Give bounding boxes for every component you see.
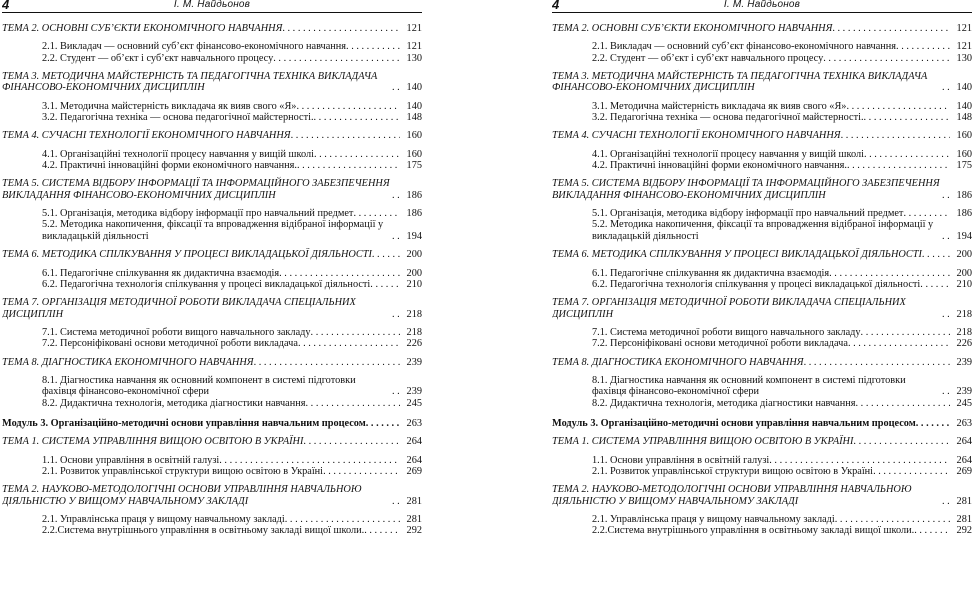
- dot-leader: [864, 112, 950, 123]
- dot-leader: [914, 525, 950, 536]
- toc-entry-title: 7.1. Система методичної роботи вищого навчального закладу: [592, 326, 861, 338]
- toc-entry-sub: [2, 160, 422, 171]
- toc-page-number: 121: [956, 41, 972, 53]
- toc-page-number: 200: [956, 267, 972, 279]
- toc-entry-topic: [552, 436, 972, 447]
- toc-entry-title: 2.2.Система внутрішнього управління в освітньому закладі вищої школи.: [592, 525, 915, 537]
- toc-entry-title: 8.2. Дидактична технологія, методика діагностики навчання: [592, 397, 856, 409]
- toc-page-number: 194: [956, 230, 972, 242]
- toc-page-number: 218: [956, 326, 972, 338]
- toc-page-number: 148: [956, 112, 972, 124]
- toc-entry-title: 3.2. Педагогічна техніка — основа педагогічної майстерності.: [42, 112, 314, 124]
- page-number: 4: [552, 0, 560, 12]
- toc-entry-title: ТЕМА 6. МЕТОДИКА СПІЛКУВАННЯ У ПРОЦЕСІ ВИКЛАДАЦЬКОЇ ДІЯЛЬНОСТІ: [552, 249, 922, 261]
- toc-entry-title: 1.1. Основи управління в освітній галузі: [42, 454, 220, 466]
- toc-entry-title: ТЕМА 3. МЕТОДИЧНА МАЙСТЕРНІСТЬ ТА ПЕДАГОГІЧНА ТЕХНІКА ВИКЛАДАЧА ФІНАНСОВО-ЕКОНОМІЧНИХ ДИСЦИПЛІН: [552, 71, 928, 94]
- dot-leader: [346, 41, 400, 52]
- toc-page-number: 175: [406, 160, 422, 172]
- toc-entry-sub: [552, 455, 972, 466]
- toc-page-number: 210: [406, 278, 422, 290]
- toc-entry-sub: [2, 112, 422, 123]
- toc-page-number: 160: [956, 148, 972, 160]
- toc-entry-sub: [2, 525, 422, 536]
- dot-leader: [903, 208, 950, 219]
- toc-entry-sub: [2, 268, 422, 279]
- dot-leader: [922, 249, 950, 260]
- dot-leader: [364, 525, 400, 536]
- dot-leader: [296, 101, 400, 112]
- toc-entry-title: ТЕМА 2. ОСНОВНІ СУБ’ЄКТИ ЕКОНОМІЧНОГО НАВЧАННЯ: [552, 23, 833, 34]
- toc-entry-title: 2.1. Розвиток управлінської структури вищою освітою в Україні: [592, 465, 874, 477]
- toc-entry-sub: [2, 208, 422, 219]
- running-header-author: І. М. Найдьонов: [173, 0, 251, 10]
- toc-entry-title: ТЕМА 6. МЕТОДИКА СПІЛКУВАННЯ У ПРОЦЕСІ ВИКЛАДАЦЬКОЇ ДІЯЛЬНОСТІ: [2, 249, 372, 261]
- dot-leader: [366, 418, 400, 429]
- dot-leader: [835, 514, 950, 525]
- toc-entry-title: ТЕМА 1. СИСТЕМА УПРАВЛІННЯ ВИЩОЮ ОСВІТОЮ В УКРАЇНІ: [552, 436, 854, 448]
- dot-leader: [853, 436, 950, 447]
- toc-page-number: 269: [406, 465, 422, 477]
- toc-entry-title: 2.1. Управлінська праця у вищому навчальному закладі: [42, 514, 285, 525]
- toc-entry-title: 5.1. Організація, методика відбору інформації про навчальний предмет: [42, 208, 354, 220]
- toc-entry-sub: [2, 398, 422, 409]
- dot-leader: [392, 231, 400, 242]
- toc-entry-title: ТЕМА 5. СИСТЕМА ВІДБОРУ ІНФОРМАЦІЇ ТА ІНФОРМАЦІЙНОГО ЗАБЕЗПЕЧЕННЯ ВИКЛАДАННЯ ФІНАНСОВО-ЕКОНОМІЧНИХ ДИСЦИПЛІН: [2, 178, 390, 201]
- toc-page-number: 269: [956, 465, 972, 477]
- page-number: 4: [2, 0, 10, 12]
- toc-entry-title: Модуль 3. Організаційно-методичні основи управління навчальним процесом: [552, 417, 916, 429]
- toc-entry-topic: [2, 178, 422, 201]
- toc-entry-title: 2.2.Система внутрішнього управління в освітньому закладі вищої школи.: [42, 525, 365, 537]
- toc-entry-sub: [552, 279, 972, 290]
- toc-entry-title: ТЕМА 2. НАУКОВО-МЕТОДОЛОГІЧНІ ОСНОВИ УПРАВЛІННЯ НАВЧАЛЬНОЮ ДІЯЛЬНІСТЮ У ВИЩОМУ НАВЧАЛЬНОМУ ЗАКЛАДІ: [552, 484, 912, 507]
- toc-entry-title: ТЕМА 3. МЕТОДИЧНА МАЙСТЕРНІСТЬ ТА ПЕДАГОГІЧНА ТЕХНІКА ВИКЛАДАЧА ФІНАНСОВО-ЕКОНОМІЧНИХ ДИСЦИПЛІН: [2, 71, 378, 94]
- toc-entry-title: ТЕМА 8. ДІАГНОСТИКА ЕКОНОМІЧНОГО НАВЧАННЯ: [2, 356, 254, 368]
- toc-entry-topic: [552, 130, 972, 141]
- toc-entry-title: Модуль 3. Організаційно-методичні основи управління навчальним процесом: [2, 417, 366, 429]
- toc-page-number: 121: [956, 23, 972, 34]
- toc-entry-sub: [552, 208, 972, 219]
- dot-leader: [298, 338, 400, 349]
- toc-entry-topic: [2, 130, 422, 141]
- toc-entry-title: 2.2. Студент — об’єкт і суб’єкт навчального процесу: [42, 52, 274, 64]
- dot-leader: [291, 130, 400, 141]
- dot-leader: [847, 160, 950, 171]
- toc-entry-topic: [2, 436, 422, 447]
- toc-page-number: 200: [406, 249, 422, 261]
- toc-page-number: 263: [406, 417, 422, 429]
- toc-page-number: 210: [956, 278, 972, 290]
- toc-page-number: 160: [406, 148, 422, 160]
- toc-entry-title: 4.2. Практичні інноваційні форми економічного навчання.: [592, 160, 847, 172]
- toc-entry-sub: [2, 41, 422, 52]
- dot-leader: [896, 41, 950, 52]
- toc-entry-title: 5.1. Організація, методика відбору інформації про навчальний предмет: [592, 208, 904, 220]
- dot-leader: [769, 455, 950, 466]
- toc-entry-topic: [552, 249, 972, 260]
- toc-entry-sub: [552, 525, 972, 536]
- toc-entry-topic: [552, 23, 972, 34]
- toc-entry-topic: [2, 484, 422, 507]
- toc-page-number: 264: [406, 436, 422, 448]
- dot-leader: [323, 466, 400, 477]
- toc-page-number: 239: [406, 386, 422, 398]
- dot-leader: [219, 455, 400, 466]
- toc-entry-sub: [552, 41, 972, 52]
- toc-page-number: 264: [406, 454, 422, 466]
- toc-entry-module: [2, 418, 422, 429]
- toc-entry-title: 1.1. Основи управління в освітній галузі: [592, 454, 770, 466]
- toc-page-number: 160: [956, 130, 972, 142]
- toc-entry-sub: [552, 375, 972, 398]
- toc-entry-title: ТЕМА 1. СИСТЕМА УПРАВЛІННЯ ВИЩОЮ ОСВІТОЮ В УКРАЇНІ: [2, 436, 304, 448]
- toc-entry-sub: [552, 160, 972, 171]
- toc-page-number: 218: [956, 308, 972, 320]
- toc-page-number: 130: [406, 52, 422, 64]
- dot-leader: [314, 149, 400, 160]
- toc-entry-title: 2.1. Викладач — основний суб’єкт фінансово-економічного навчання: [592, 41, 897, 53]
- toc-page-number: 160: [406, 130, 422, 142]
- dot-leader: [306, 398, 400, 409]
- toc-entry-title: ТЕМА 4. СУЧАСНІ ТЕХНОЛОГІЇ ЕКОНОМІЧНОГО НАВЧАННЯ: [552, 130, 841, 142]
- toc-entry-title: 4.2. Практичні інноваційні форми економічного навчання.: [42, 160, 297, 172]
- toc-entry-sub: [552, 112, 972, 123]
- dot-leader: [297, 160, 400, 171]
- toc-entry-title: 7.1. Система методичної роботи вищого навчального закладу: [42, 326, 311, 338]
- toc-page-number: 186: [406, 189, 422, 201]
- dot-leader: [942, 309, 950, 320]
- toc-entry-sub: [552, 101, 972, 112]
- toc-entry-topic: [552, 297, 972, 320]
- dot-leader: [254, 357, 400, 368]
- running-header: [552, 0, 972, 13]
- toc-entry-topic: [2, 23, 422, 34]
- toc-entry-title: 6.1. Педагогічне спілкування як дидактична взаємодія: [592, 267, 830, 279]
- book-page-right: [552, 0, 972, 600]
- dot-leader: [392, 386, 400, 397]
- toc-entry-title: 8.2. Дидактична технологія, методика діагностики навчання: [42, 397, 306, 409]
- running-header: [2, 0, 422, 13]
- toc-page-number: 264: [956, 436, 972, 448]
- dot-leader: [285, 514, 400, 525]
- toc-entry-topic: [2, 249, 422, 260]
- toc-page-number: 186: [956, 189, 972, 201]
- table-of-contents: [2, 23, 422, 537]
- toc-entry-sub: [552, 338, 972, 349]
- toc-entry-title: 5.2. Методика накопичення, фіксації та впровадження відібраної інформації у викладацькій діяльності: [42, 219, 384, 242]
- dot-leader: [392, 309, 400, 320]
- toc-entry-title: ТЕМА 7. ОРГАНІЗАЦІЯ МЕТОДИЧНОЇ РОБОТИ ВИКЛАДАЧА СПЕЦІАЛЬНИХ ДИСЦИПЛІН: [552, 297, 906, 320]
- dot-leader: [353, 208, 400, 219]
- toc-entry-title: 3.1. Методична майстерність викладача як вияв свого «Я»: [42, 100, 297, 112]
- toc-page-number: 239: [956, 356, 972, 368]
- toc-page-number: 281: [956, 495, 972, 507]
- dot-leader: [392, 190, 400, 201]
- toc-entry-title: ТЕМА 2. ОСНОВНІ СУБ’ЄКТИ ЕКОНОМІЧНОГО НАВЧАННЯ: [2, 23, 283, 34]
- toc-page-number: 200: [956, 249, 972, 261]
- toc-page-number: 140: [956, 100, 972, 112]
- toc-page-number: 186: [956, 208, 972, 220]
- dot-leader: [279, 268, 400, 279]
- dot-leader: [273, 53, 400, 64]
- toc-entry-title: 2.1. Викладач — основний суб’єкт фінансово-економічного навчання: [42, 41, 347, 53]
- dot-leader: [370, 279, 400, 290]
- toc-entry-sub: [2, 338, 422, 349]
- dot-leader: [942, 386, 950, 397]
- toc-entry-topic: [552, 484, 972, 507]
- toc-entry-title: ТЕМА 8. ДІАГНОСТИКА ЕКОНОМІЧНОГО НАВЧАННЯ: [552, 356, 804, 368]
- dot-leader: [920, 279, 950, 290]
- toc-page-number: 292: [406, 525, 422, 537]
- toc-page-number: 281: [406, 514, 422, 525]
- toc-entry-title: 4.1. Організаційні технології процесу навчання у вищій школі: [42, 148, 314, 160]
- toc-page-number: 239: [956, 386, 972, 398]
- toc-entry-sub: [2, 514, 422, 525]
- dot-leader: [303, 436, 400, 447]
- dot-leader: [823, 53, 950, 64]
- toc-entry-sub: [2, 327, 422, 338]
- toc-entry-title: ТЕМА 4. СУЧАСНІ ТЕХНОЛОГІЇ ЕКОНОМІЧНОГО НАВЧАННЯ: [2, 130, 291, 142]
- toc-entry-sub: [2, 466, 422, 477]
- toc-page-number: 186: [406, 208, 422, 220]
- dot-leader: [846, 101, 950, 112]
- toc-entry-sub: [2, 149, 422, 160]
- toc-entry-sub: [2, 219, 422, 242]
- toc-page-number: 245: [406, 397, 422, 409]
- toc-page-number: 264: [956, 454, 972, 466]
- toc-entry-title: 6.2. Педагогічна технологія спілкування у процесі викладацької діяльності: [42, 278, 371, 290]
- toc-entry-title: 8.1. Діагностика навчання як основний компонент в системі підготовки фахівця фінансово-економічної сфери: [592, 374, 906, 398]
- toc-page-number: 140: [406, 82, 422, 94]
- toc-entry-title: 8.1. Діагностика навчання як основний компонент в системі підготовки фахівця фінансово-економічної сфери: [42, 374, 356, 398]
- dot-leader: [832, 23, 950, 34]
- toc-entry-sub: [2, 101, 422, 112]
- toc-entry-sub: [552, 268, 972, 279]
- toc-entry-title: 2.2. Студент — об’єкт і суб’єкт навчального процесу: [592, 52, 824, 64]
- toc-page-number: 148: [406, 112, 422, 124]
- toc-entry-title: 2.1. Управлінська праця у вищому навчальному закладі: [592, 514, 835, 525]
- toc-entry-sub: [552, 149, 972, 160]
- toc-entry-topic: [2, 71, 422, 94]
- toc-page-number: 245: [956, 397, 972, 409]
- toc-entry-sub: [552, 53, 972, 64]
- toc-entry-sub: [552, 466, 972, 477]
- dot-leader: [314, 112, 400, 123]
- toc-page-number: 239: [406, 356, 422, 368]
- dot-leader: [282, 23, 400, 34]
- toc-entry-module: [552, 418, 972, 429]
- toc-entry-sub: [2, 455, 422, 466]
- toc-page-number: 130: [956, 52, 972, 64]
- toc-page-number: 200: [406, 267, 422, 279]
- toc-entry-title: 6.1. Педагогічне спілкування як дидактична взаємодія: [42, 267, 280, 279]
- dot-leader: [372, 249, 400, 260]
- toc-page-number: 121: [406, 41, 422, 53]
- toc-entry-title: 7.2. Персоніфіковані основи методичної роботи викладача: [592, 338, 848, 350]
- dot-leader: [864, 149, 950, 160]
- toc-page-number: 194: [406, 230, 422, 242]
- toc-entry-title: 3.1. Методична майстерність викладача як вияв свого «Я»: [592, 100, 847, 112]
- toc-entry-sub: [2, 279, 422, 290]
- toc-entry-title: 6.2. Педагогічна технологія спілкування у процесі викладацької діяльності: [592, 278, 921, 290]
- toc-entry-sub: [552, 219, 972, 242]
- toc-entry-title: ТЕМА 2. НАУКОВО-МЕТОДОЛОГІЧНІ ОСНОВИ УПРАВЛІННЯ НАВЧАЛЬНОЮ ДІЯЛЬНІСТЮ У ВИЩОМУ НАВЧАЛЬНОМУ ЗАКЛАДІ: [2, 484, 362, 507]
- toc-entry-title: 3.2. Педагогічна техніка — основа педагогічної майстерності.: [592, 112, 864, 124]
- dot-leader: [942, 190, 950, 201]
- running-header-author: І. М. Найдьонов: [723, 0, 801, 10]
- toc-entry-sub: [552, 398, 972, 409]
- toc-page-number: 140: [956, 82, 972, 94]
- toc-entry-title: 4.1. Організаційні технології процесу навчання у вищій школі: [592, 148, 864, 160]
- toc-entry-title: 5.2. Методика накопичення, фіксації та впровадження відібраної інформації у викладацькій діяльності: [592, 219, 934, 242]
- toc-page-number: 226: [406, 338, 422, 350]
- dot-leader: [392, 82, 400, 93]
- book-page-left: [2, 0, 422, 600]
- toc-entry-topic: [2, 357, 422, 368]
- dot-leader: [942, 82, 950, 93]
- toc-entry-sub: [552, 327, 972, 338]
- dot-leader: [942, 231, 950, 242]
- toc-page-number: 226: [956, 338, 972, 350]
- toc-entry-title: ТЕМА 7. ОРГАНІЗАЦІЯ МЕТОДИЧНОЇ РОБОТИ ВИКЛАДАЧА СПЕЦІАЛЬНИХ ДИСЦИПЛІН: [2, 297, 356, 320]
- toc-entry-title: 2.1. Розвиток управлінської структури вищою освітою в Україні: [42, 465, 324, 477]
- toc-entry-topic: [552, 71, 972, 94]
- toc-entry-sub: [2, 375, 422, 398]
- dot-leader: [829, 268, 950, 279]
- dot-leader: [942, 496, 950, 507]
- toc-page-number: 175: [956, 160, 972, 172]
- toc-page-number: 140: [406, 100, 422, 112]
- toc-page-number: 121: [406, 23, 422, 34]
- dot-leader: [856, 398, 950, 409]
- toc-page-number: 218: [406, 326, 422, 338]
- toc-page-number: 281: [956, 514, 972, 525]
- toc-entry-title: ТЕМА 5. СИСТЕМА ВІДБОРУ ІНФОРМАЦІЇ ТА ІНФОРМАЦІЙНОГО ЗАБЕЗПЕЧЕННЯ ВИКЛАДАННЯ ФІНАНСОВО-ЕКОНОМІЧНИХ ДИСЦИПЛІН: [552, 178, 940, 201]
- toc-entry-topic: [552, 178, 972, 201]
- toc-page-number: 263: [956, 417, 972, 429]
- dot-leader: [848, 338, 950, 349]
- toc-page-number: 218: [406, 308, 422, 320]
- dot-leader: [841, 130, 950, 141]
- dot-leader: [873, 466, 950, 477]
- toc-entry-topic: [552, 357, 972, 368]
- dot-leader: [861, 327, 950, 338]
- toc-entry-topic: [2, 297, 422, 320]
- dot-leader: [804, 357, 950, 368]
- dot-leader: [392, 496, 400, 507]
- toc-entry-title: 7.2. Персоніфіковані основи методичної роботи викладача: [42, 338, 298, 350]
- toc-entry-sub: [552, 514, 972, 525]
- table-of-contents: [552, 23, 972, 537]
- toc-page-number: 292: [956, 525, 972, 537]
- toc-entry-sub: [2, 53, 422, 64]
- toc-page-number: 281: [406, 495, 422, 507]
- dot-leader: [311, 327, 400, 338]
- dot-leader: [916, 418, 950, 429]
